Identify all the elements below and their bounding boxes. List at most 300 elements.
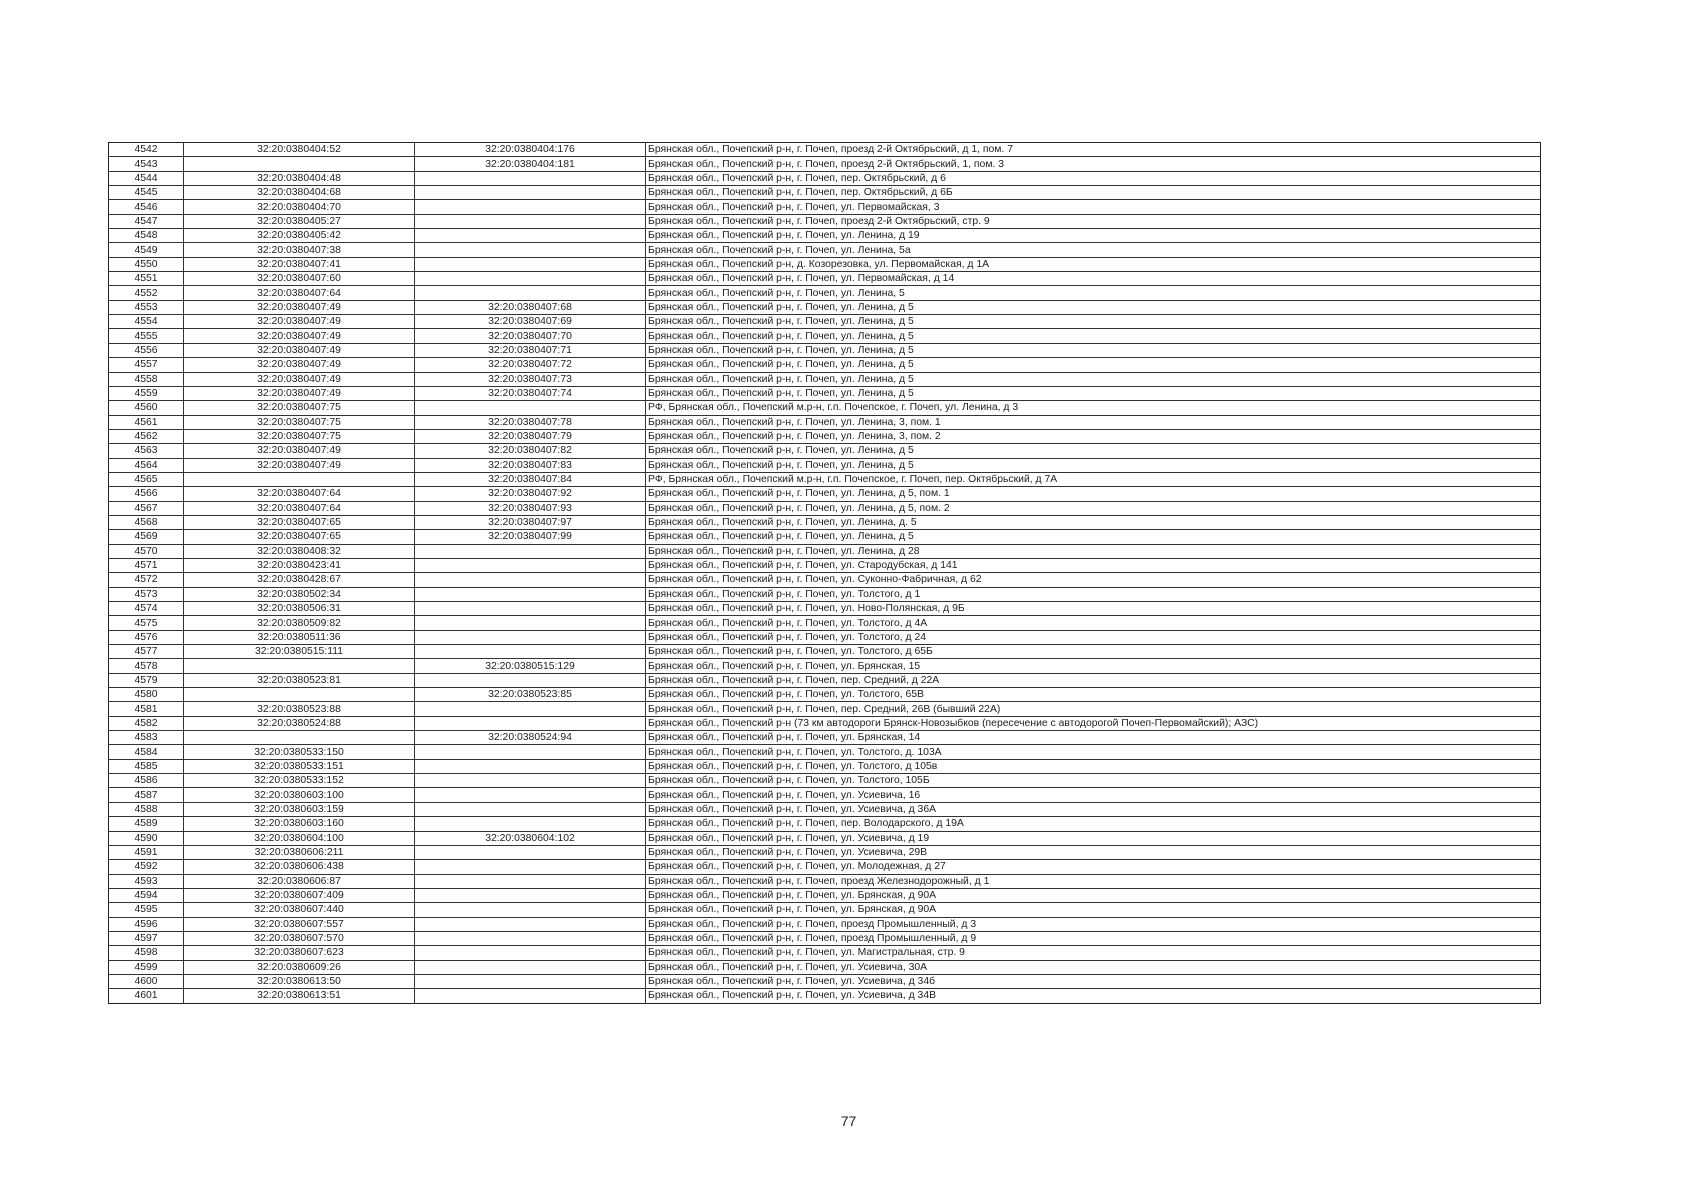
parcel-number-cell: 32:20:0380603:160: [184, 817, 415, 831]
address-cell: Брянская обл., Почепский р-н, г. Почеп, проезд 2-й Октябрьский, д 1, пом. 7: [646, 143, 1541, 157]
object-number-cell: [415, 602, 646, 616]
object-number-cell: [415, 860, 646, 874]
table-row: [109, 544, 1541, 558]
object-number-cell: [415, 931, 646, 945]
object-number-cell: 32:20:0380404:181: [415, 157, 646, 171]
address-cell: Брянская обл., Почепский р-н, г. Почеп, ул. Толстого, 105Б: [646, 774, 1541, 788]
parcel-number-cell: 32:20:0380404:70: [184, 200, 415, 214]
address-cell: Брянская обл., Почепский р-н, г. Почеп, ул. Ленина, д 28: [646, 544, 1541, 558]
parcel-number-cell: 32:20:0380407:49: [184, 315, 415, 329]
parcel-number-cell: 32:20:0380407:75: [184, 401, 415, 415]
object-number-cell: 32:20:0380404:176: [415, 143, 646, 157]
table-row: [109, 186, 1541, 200]
row-number-cell: 4557: [109, 358, 184, 372]
cadastral-register-table: [108, 142, 1541, 1004]
parcel-number-cell: 32:20:0380407:49: [184, 343, 415, 357]
parcel-number-cell: 32:20:0380603:100: [184, 788, 415, 802]
table-row: [109, 243, 1541, 257]
table-row: [109, 300, 1541, 314]
address-cell: Брянская обл., Почепский р-н, г. Почеп, проезд 2-й Октябрьский, 1, пом. 3: [646, 157, 1541, 171]
object-number-cell: [415, 243, 646, 257]
table-row: [109, 716, 1541, 730]
object-number-cell: [415, 802, 646, 816]
table-row: [109, 931, 1541, 945]
object-number-cell: 32:20:0380407:93: [415, 501, 646, 515]
address-cell: Брянская обл., Почепский р-н, г. Почеп, ул. Толстого, д 24: [646, 630, 1541, 644]
row-number-cell: 4554: [109, 315, 184, 329]
object-number-cell: [415, 645, 646, 659]
parcel-number-cell: 32:20:0380506:31: [184, 602, 415, 616]
row-number-cell: 4552: [109, 286, 184, 300]
table-row: [109, 888, 1541, 902]
object-number-cell: [415, 989, 646, 1003]
row-number-cell: 4592: [109, 860, 184, 874]
parcel-number-cell: 32:20:0380428:67: [184, 573, 415, 587]
table-row: [109, 630, 1541, 644]
table-row: [109, 401, 1541, 415]
parcel-number-cell: 32:20:0380613:50: [184, 974, 415, 988]
object-number-cell: 32:20:0380407:72: [415, 358, 646, 372]
address-cell: Брянская обл., Почепский р-н, г. Почеп, ул. Усиевича, 30А: [646, 960, 1541, 974]
address-cell: Брянская обл., Почепский р-н, г. Почеп, пер. Средний, д 22А: [646, 673, 1541, 687]
parcel-number-cell: 32:20:0380607:570: [184, 931, 415, 945]
object-number-cell: [415, 630, 646, 644]
address-cell: Брянская обл., Почепский р-н, г. Почеп, ул. Ленина, д 5: [646, 372, 1541, 386]
address-cell: Брянская обл., Почепский р-н, г. Почеп, проезд Промышленный, д 3: [646, 917, 1541, 931]
address-cell: Брянская обл., Почепский р-н, г. Почеп, ул. Усиевича, д 34В: [646, 989, 1541, 1003]
row-number-cell: 4561: [109, 415, 184, 429]
address-cell: Брянская обл., Почепский р-н, д. Козорезовка, ул. Первомайская, д 1А: [646, 257, 1541, 271]
object-number-cell: [415, 401, 646, 415]
address-cell: Брянская обл., Почепский р-н, г. Почеп, ул. Толстого, д 105в: [646, 759, 1541, 773]
parcel-number-cell: 32:20:0380524:88: [184, 716, 415, 730]
object-number-cell: 32:20:0380524:94: [415, 731, 646, 745]
row-number-cell: 4560: [109, 401, 184, 415]
parcel-number-cell: [184, 731, 415, 745]
row-number-cell: 4593: [109, 874, 184, 888]
row-number-cell: 4585: [109, 759, 184, 773]
parcel-number-cell: 32:20:0380407:75: [184, 415, 415, 429]
table-row: [109, 415, 1541, 429]
row-number-cell: 4596: [109, 917, 184, 931]
row-number-cell: 4545: [109, 186, 184, 200]
table-row: [109, 974, 1541, 988]
address-cell: Брянская обл., Почепский р-н, г. Почеп, пер. Средний, 26В (бывший 22А): [646, 702, 1541, 716]
parcel-number-cell: 32:20:0380407:49: [184, 372, 415, 386]
parcel-number-cell: 32:20:0380407:60: [184, 272, 415, 286]
row-number-cell: 4563: [109, 444, 184, 458]
table-row: [109, 200, 1541, 214]
object-number-cell: 32:20:0380407:71: [415, 343, 646, 357]
table-row: [109, 329, 1541, 343]
address-cell: Брянская обл., Почепский р-н, г. Почеп, ул. Ленина, д 5: [646, 315, 1541, 329]
address-cell: Брянская обл., Почепский р-н, г. Почеп, ул. Ново-Полянская, д 9Б: [646, 602, 1541, 616]
table-row: [109, 673, 1541, 687]
parcel-number-cell: [184, 659, 415, 673]
row-number-cell: 4586: [109, 774, 184, 788]
parcel-number-cell: 32:20:0380407:65: [184, 530, 415, 544]
table-row: [109, 214, 1541, 228]
object-number-cell: [415, 200, 646, 214]
table-row: [109, 472, 1541, 486]
table-row: [109, 444, 1541, 458]
table-row: [109, 358, 1541, 372]
parcel-number-cell: 32:20:0380613:51: [184, 989, 415, 1003]
row-number-cell: 4555: [109, 329, 184, 343]
address-cell: Брянская обл., Почепский р-н, г. Почеп, ул. Суконно-Фабричная, д 62: [646, 573, 1541, 587]
table-row: [109, 558, 1541, 572]
address-cell: Брянская обл., Почепский р-н (73 км автодороги Брянск-Новозыбков (пересечение с автодорогой Почеп-Первомайский); АЗС): [646, 716, 1541, 730]
parcel-number-cell: 32:20:0380407:49: [184, 358, 415, 372]
row-number-cell: 4564: [109, 458, 184, 472]
address-cell: Брянская обл., Почепский р-н, г. Почеп, ул. Ленина, д 5: [646, 386, 1541, 400]
object-number-cell: [415, 558, 646, 572]
object-number-cell: [415, 616, 646, 630]
parcel-number-cell: 32:20:0380604:100: [184, 831, 415, 845]
object-number-cell: [415, 774, 646, 788]
parcel-number-cell: 32:20:0380515:111: [184, 645, 415, 659]
address-cell: Брянская обл., Почепский р-н, г. Почеп, ул. Брянская, д 90А: [646, 888, 1541, 902]
table-row: [109, 659, 1541, 673]
parcel-number-cell: [184, 688, 415, 702]
object-number-cell: 32:20:0380407:83: [415, 458, 646, 472]
row-number-cell: 4574: [109, 602, 184, 616]
table-row: [109, 386, 1541, 400]
table-row: [109, 702, 1541, 716]
table-row: [109, 530, 1541, 544]
row-number-cell: 4558: [109, 372, 184, 386]
row-number-cell: 4597: [109, 931, 184, 945]
row-number-cell: 4601: [109, 989, 184, 1003]
address-cell: Брянская обл., Почепский р-н, г. Почеп, ул. Молодежная, д 27: [646, 860, 1541, 874]
table-row: [109, 874, 1541, 888]
address-cell: Брянская обл., Почепский р-н, г. Почеп, ул. Ленина, д 5: [646, 343, 1541, 357]
row-number-cell: 4575: [109, 616, 184, 630]
object-number-cell: [415, 845, 646, 859]
address-cell: Брянская обл., Почепский р-н, г. Почеп, пер. Октябрьский, д 6Б: [646, 186, 1541, 200]
parcel-number-cell: 32:20:0380607:440: [184, 903, 415, 917]
parcel-number-cell: 32:20:0380533:151: [184, 759, 415, 773]
table-row: [109, 501, 1541, 515]
row-number-cell: 4598: [109, 946, 184, 960]
parcel-number-cell: 32:20:0380408:32: [184, 544, 415, 558]
table-row: [109, 587, 1541, 601]
address-cell: Брянская обл., Почепский р-н, г. Почеп, ул. Усиевича, 16: [646, 788, 1541, 802]
address-cell: Брянская обл., Почепский р-н, г. Почеп, ул. Толстого, д 65Б: [646, 645, 1541, 659]
parcel-number-cell: 32:20:0380603:159: [184, 802, 415, 816]
parcel-number-cell: 32:20:0380502:34: [184, 587, 415, 601]
address-cell: Брянская обл., Почепский р-н, г. Почеп, проезд Железнодорожный, д 1: [646, 874, 1541, 888]
row-number-cell: 4576: [109, 630, 184, 644]
object-number-cell: [415, 573, 646, 587]
object-number-cell: 32:20:0380407:73: [415, 372, 646, 386]
row-number-cell: 4570: [109, 544, 184, 558]
row-number-cell: 4556: [109, 343, 184, 357]
object-number-cell: [415, 946, 646, 960]
object-number-cell: 32:20:0380407:97: [415, 515, 646, 529]
address-cell: Брянская обл., Почепский р-н, г. Почеп, ул. Брянская, 14: [646, 731, 1541, 745]
table-row: [109, 487, 1541, 501]
object-number-cell: [415, 817, 646, 831]
row-number-cell: 4588: [109, 802, 184, 816]
table-row: [109, 774, 1541, 788]
address-cell: Брянская обл., Почепский р-н, г. Почеп, ул. Ленина, д 5: [646, 329, 1541, 343]
object-number-cell: [415, 214, 646, 228]
parcel-number-cell: 32:20:0380607:409: [184, 888, 415, 902]
object-number-cell: 32:20:0380407:70: [415, 329, 646, 343]
object-number-cell: 32:20:0380407:99: [415, 530, 646, 544]
row-number-cell: 4549: [109, 243, 184, 257]
object-number-cell: 32:20:0380604:102: [415, 831, 646, 845]
object-number-cell: 32:20:0380407:82: [415, 444, 646, 458]
object-number-cell: [415, 673, 646, 687]
table-row: [109, 688, 1541, 702]
table-row: [109, 315, 1541, 329]
object-number-cell: 32:20:0380407:69: [415, 315, 646, 329]
object-number-cell: [415, 974, 646, 988]
table-row: [109, 960, 1541, 974]
row-number-cell: 4571: [109, 558, 184, 572]
row-number-cell: 4547: [109, 214, 184, 228]
row-number-cell: 4580: [109, 688, 184, 702]
row-number-cell: 4567: [109, 501, 184, 515]
row-number-cell: 4595: [109, 903, 184, 917]
object-number-cell: [415, 171, 646, 185]
address-cell: Брянская обл., Почепский р-н, г. Почеп, ул. Толстого, 65В: [646, 688, 1541, 702]
row-number-cell: 4581: [109, 702, 184, 716]
address-cell: Брянская обл., Почепский р-н, г. Почеп, ул. Ленина, 5а: [646, 243, 1541, 257]
row-number-cell: 4572: [109, 573, 184, 587]
row-number-cell: 4589: [109, 817, 184, 831]
table-row: [109, 372, 1541, 386]
parcel-number-cell: 32:20:0380407:64: [184, 501, 415, 515]
table-row: [109, 286, 1541, 300]
row-number-cell: 4583: [109, 731, 184, 745]
table-row: [109, 573, 1541, 587]
table-row: [109, 860, 1541, 874]
object-number-cell: 32:20:0380407:68: [415, 300, 646, 314]
row-number-cell: 4577: [109, 645, 184, 659]
row-number-cell: 4550: [109, 257, 184, 271]
object-number-cell: 32:20:0380407:79: [415, 429, 646, 443]
table-row: [109, 788, 1541, 802]
object-number-cell: [415, 917, 646, 931]
object-number-cell: [415, 888, 646, 902]
row-number-cell: 4594: [109, 888, 184, 902]
address-cell: Брянская обл., Почепский р-н, г. Почеп, ул. Усиевича, 29В: [646, 845, 1541, 859]
object-number-cell: [415, 186, 646, 200]
table-row: [109, 343, 1541, 357]
row-number-cell: 4578: [109, 659, 184, 673]
table-row: [109, 272, 1541, 286]
parcel-number-cell: 32:20:0380606:211: [184, 845, 415, 859]
object-number-cell: [415, 587, 646, 601]
table-row: [109, 429, 1541, 443]
object-number-cell: [415, 903, 646, 917]
address-cell: Брянская обл., Почепский р-н, г. Почеп, ул. Толстого, д 1: [646, 587, 1541, 601]
address-cell: Брянская обл., Почепский р-н, г. Почеп, ул. Усиевича, д 36А: [646, 802, 1541, 816]
parcel-number-cell: 32:20:0380423:41: [184, 558, 415, 572]
address-cell: Брянская обл., Почепский р-н, г. Почеп, ул. Усиевича, д 19: [646, 831, 1541, 845]
address-cell: Брянская обл., Почепский р-н, г. Почеп, ул. Толстого, д 4А: [646, 616, 1541, 630]
table-row: [109, 229, 1541, 243]
table-row: [109, 831, 1541, 845]
address-cell: Брянская обл., Почепский р-н, г. Почеп, ул. Ленина, д 5: [646, 358, 1541, 372]
parcel-number-cell: 32:20:0380509:82: [184, 616, 415, 630]
parcel-number-cell: 32:20:0380404:48: [184, 171, 415, 185]
object-number-cell: [415, 229, 646, 243]
parcel-number-cell: 32:20:0380523:88: [184, 702, 415, 716]
object-number-cell: 32:20:0380407:74: [415, 386, 646, 400]
object-number-cell: [415, 960, 646, 974]
address-cell: Брянская обл., Почепский р-н, г. Почеп, ул. Магистральная, стр. 9: [646, 946, 1541, 960]
object-number-cell: 32:20:0380515:129: [415, 659, 646, 673]
parcel-number-cell: 32:20:0380407:49: [184, 300, 415, 314]
table-row: [109, 257, 1541, 271]
table-row: [109, 817, 1541, 831]
parcel-number-cell: 32:20:0380607:557: [184, 917, 415, 931]
parcel-number-cell: 32:20:0380407:49: [184, 386, 415, 400]
table-row: [109, 731, 1541, 745]
table-row: [109, 171, 1541, 185]
address-cell: Брянская обл., Почепский р-н, г. Почеп, ул. Ленина, 3, пом. 2: [646, 429, 1541, 443]
address-cell: Брянская обл., Почепский р-н, г. Почеп, ул. Ленина, 3, пом. 1: [646, 415, 1541, 429]
parcel-number-cell: 32:20:0380533:150: [184, 745, 415, 759]
table-row: [109, 143, 1541, 157]
row-number-cell: 4546: [109, 200, 184, 214]
row-number-cell: 4584: [109, 745, 184, 759]
address-cell: Брянская обл., Почепский р-н, г. Почеп, ул. Ленина, д 5: [646, 458, 1541, 472]
row-number-cell: 4559: [109, 386, 184, 400]
table-row: [109, 616, 1541, 630]
parcel-number-cell: 32:20:0380607:623: [184, 946, 415, 960]
object-number-cell: [415, 702, 646, 716]
object-number-cell: 32:20:0380523:85: [415, 688, 646, 702]
address-cell: Брянская обл., Почепский р-н, г. Почеп, ул. Ленина, д 19: [646, 229, 1541, 243]
address-cell: Брянская обл., Почепский р-н, г. Почеп, ул. Брянская, 15: [646, 659, 1541, 673]
parcel-number-cell: 32:20:0380405:27: [184, 214, 415, 228]
table-row: [109, 602, 1541, 616]
parcel-number-cell: 32:20:0380407:49: [184, 458, 415, 472]
parcel-number-cell: 32:20:0380606:438: [184, 860, 415, 874]
parcel-number-cell: 32:20:0380404:52: [184, 143, 415, 157]
parcel-number-cell: 32:20:0380511:36: [184, 630, 415, 644]
address-cell: Брянская обл., Почепский р-н, г. Почеп, ул. Первомайская, д 14: [646, 272, 1541, 286]
row-number-cell: 4543: [109, 157, 184, 171]
table-row: [109, 917, 1541, 931]
table-row: [109, 515, 1541, 529]
object-number-cell: [415, 745, 646, 759]
parcel-number-cell: 32:20:0380407:49: [184, 444, 415, 458]
parcel-number-cell: 32:20:0380407:41: [184, 257, 415, 271]
address-cell: Брянская обл., Почепский р-н, г. Почеп, ул. Ленина, д 5: [646, 444, 1541, 458]
object-number-cell: 32:20:0380407:84: [415, 472, 646, 486]
table-row: [109, 802, 1541, 816]
address-cell: Брянская обл., Почепский р-н, г. Почеп, ул. Ленина, 5: [646, 286, 1541, 300]
address-cell: Брянская обл., Почепский р-н, г. Почеп, ул. Усиевича, д 34б: [646, 974, 1541, 988]
address-cell: Брянская обл., Почепский р-н, г. Почеп, пер. Володарского, д 19А: [646, 817, 1541, 831]
object-number-cell: [415, 272, 646, 286]
parcel-number-cell: 32:20:0380407:65: [184, 515, 415, 529]
address-cell: Брянская обл., Почепский р-н, г. Почеп, ул. Ленина, д 5: [646, 530, 1541, 544]
row-number-cell: 4579: [109, 673, 184, 687]
parcel-number-cell: 32:20:0380533:152: [184, 774, 415, 788]
parcel-number-cell: 32:20:0380405:42: [184, 229, 415, 243]
object-number-cell: [415, 286, 646, 300]
row-number-cell: 4542: [109, 143, 184, 157]
table-row: [109, 745, 1541, 759]
object-number-cell: [415, 544, 646, 558]
parcel-number-cell: 32:20:0380407:64: [184, 286, 415, 300]
object-number-cell: [415, 257, 646, 271]
table-row: [109, 157, 1541, 171]
row-number-cell: 4590: [109, 831, 184, 845]
row-number-cell: 4568: [109, 515, 184, 529]
table-row: [109, 903, 1541, 917]
register-table-body: [109, 143, 1541, 1004]
row-number-cell: 4591: [109, 845, 184, 859]
address-cell: Брянская обл., Почепский р-н, г. Почеп, ул. Ленина, д 5, пом. 1: [646, 487, 1541, 501]
address-cell: Брянская обл., Почепский р-н, г. Почеп, проезд 2-й Октябрьский, стр. 9: [646, 214, 1541, 228]
address-cell: Брянская обл., Почепский р-н, г. Почеп, проезд Промышленный, д 9: [646, 931, 1541, 945]
row-number-cell: 4582: [109, 716, 184, 730]
parcel-number-cell: [184, 472, 415, 486]
row-number-cell: 4544: [109, 171, 184, 185]
row-number-cell: 4573: [109, 587, 184, 601]
parcel-number-cell: 32:20:0380407:49: [184, 329, 415, 343]
row-number-cell: 4599: [109, 960, 184, 974]
row-number-cell: 4566: [109, 487, 184, 501]
address-cell: Брянская обл., Почепский р-н, г. Почеп, ул. Ленина, д 5: [646, 300, 1541, 314]
object-number-cell: 32:20:0380407:78: [415, 415, 646, 429]
row-number-cell: 4548: [109, 229, 184, 243]
address-cell: Брянская обл., Почепский р-н, г. Почеп, ул. Ленина, д 5, пом. 2: [646, 501, 1541, 515]
table-row: [109, 946, 1541, 960]
row-number-cell: 4569: [109, 530, 184, 544]
address-cell: Брянская обл., Почепский р-н, г. Почеп, ул. Брянская, д 90А: [646, 903, 1541, 917]
address-cell: Брянская обл., Почепский р-н, г. Почеп, ул. Ленина, д. 5: [646, 515, 1541, 529]
row-number-cell: 4553: [109, 300, 184, 314]
table-row: [109, 645, 1541, 659]
address-cell: Брянская обл., Почепский р-н, г. Почеп, пер. Октябрьский, д 6: [646, 171, 1541, 185]
parcel-number-cell: [184, 157, 415, 171]
row-number-cell: 4551: [109, 272, 184, 286]
table-row: [109, 759, 1541, 773]
object-number-cell: 32:20:0380407:92: [415, 487, 646, 501]
row-number-cell: 4600: [109, 974, 184, 988]
parcel-number-cell: 32:20:0380407:75: [184, 429, 415, 443]
address-cell: Брянская обл., Почепский р-н, г. Почеп, ул. Первомайская, 3: [646, 200, 1541, 214]
table-row: [109, 845, 1541, 859]
object-number-cell: [415, 874, 646, 888]
parcel-number-cell: 32:20:0380407:38: [184, 243, 415, 257]
table-row: [109, 989, 1541, 1003]
row-number-cell: 4587: [109, 788, 184, 802]
parcel-number-cell: 32:20:0380404:68: [184, 186, 415, 200]
object-number-cell: [415, 788, 646, 802]
parcel-number-cell: 32:20:0380606:87: [184, 874, 415, 888]
parcel-number-cell: 32:20:0380407:64: [184, 487, 415, 501]
address-cell: РФ, Брянская обл., Почепский м.р-н, г.п. Почепское, г. Почеп, ул. Ленина, д 3: [646, 401, 1541, 415]
parcel-number-cell: 32:20:0380609:26: [184, 960, 415, 974]
address-cell: Брянская обл., Почепский р-н, г. Почеп, ул. Толстого, д. 103А: [646, 745, 1541, 759]
object-number-cell: [415, 716, 646, 730]
address-cell: Брянская обл., Почепский р-н, г. Почеп, ул. Стародубская, д 141: [646, 558, 1541, 572]
object-number-cell: [415, 759, 646, 773]
parcel-number-cell: 32:20:0380523:81: [184, 673, 415, 687]
page-number: 77: [840, 1113, 857, 1129]
address-cell: РФ, Брянская обл., Почепский м.р-н, г.п. Почепское, г. Почеп, пер. Октябрьский, д 7А: [646, 472, 1541, 486]
